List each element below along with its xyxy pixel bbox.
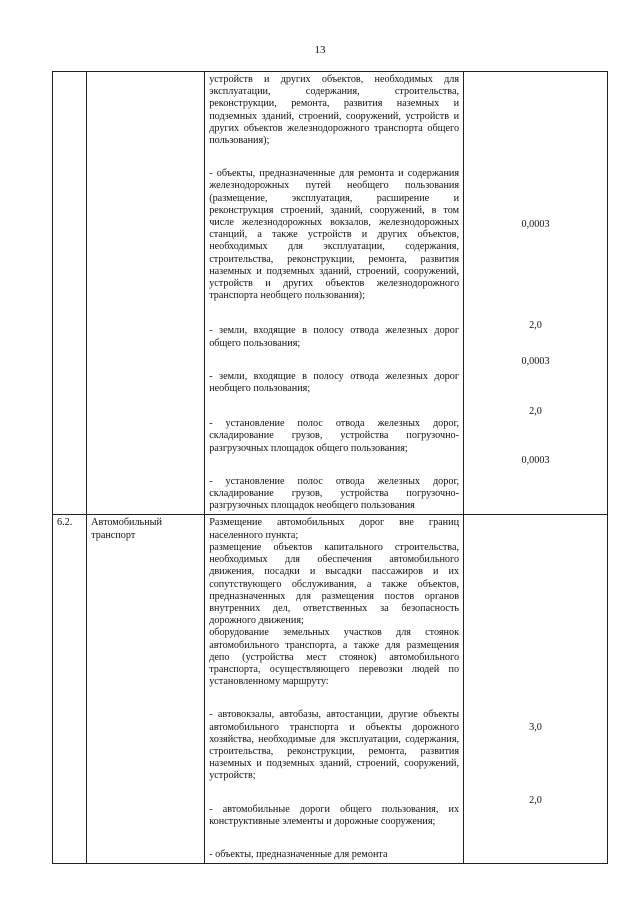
- row-description-cell: [205, 72, 464, 515]
- coefficient-value: 0,0003: [521, 219, 550, 230]
- intro-paragraph: Размещение автомобильных дорог вне границ населенного пункта;: [209, 517, 460, 541]
- list-item: - земли, входящие в полосу отвода железных дорог необщего пользования;: [209, 370, 460, 395]
- list-item: - автомобильные дороги общего пользования, их конструктивные элементы и дорожные сооружения;: [209, 803, 460, 827]
- coefficient-value: 0,0003: [521, 356, 550, 367]
- land-use-table: [52, 71, 608, 864]
- row-value-cell: [464, 515, 608, 864]
- list-item: - установление полос отвода железных дорог, складирование грузов, устройства погрузочно-разгрузочных площадок необщего пользования: [209, 475, 460, 512]
- row-number-cell: [53, 72, 87, 515]
- row-description-cell: [205, 515, 464, 864]
- coefficient-value: 3,0: [529, 722, 542, 734]
- coefficient-value: 2,0: [529, 406, 542, 417]
- row-name-cell: [87, 72, 205, 515]
- table-row: [53, 72, 608, 515]
- list-item: - земли, входящие в полосу отвода железных дорог общего пользования;: [209, 325, 460, 349]
- coefficient-value: 2,0: [529, 795, 542, 807]
- row-number-cell: 6.2.: [53, 515, 87, 864]
- page-number: 13: [314, 44, 326, 56]
- row-name-cell: Автомобильный транспорт: [87, 515, 205, 864]
- intro-paragraph: размещение объектов капитального строительства, необходимых для обеспечения автомобильного движения, посадки и высадки пассажиров и их сопутствующего обслуживания, а также объектов, предназначенных для размещения постов органов внутренних дел, ответственных за безопасность дорожного движения;: [209, 541, 460, 627]
- table-row: [53, 515, 608, 864]
- list-item: устройств и других объектов, необходимых для эксплуатации, содержания, строительства, реконструкции, ремонта, развития наземных и подземных зданий, строений, сооружений, устройств и других объектов железнодорожного транспорта общего пользования);: [209, 74, 460, 147]
- list-item: - установление полос отвода железных дорог, складирование грузов, устройства погрузочно-разгрузочных площадок общего пользования;: [209, 418, 460, 454]
- list-item: - автовокзалы, автобазы, автостанции, другие объекты автомобильного транспорта и объекты дорожного хозяйства, необходимые для эксплуатации, содержания, строительства, реконструкции, ремонта, развития наземных и подземных зданий, строений, сооружений, устройств;: [209, 709, 460, 782]
- intro-paragraph: оборудование земельных участков для стоянок автомобильного транспорта, а также для размещения депо (устройства мест стоянок) автомобильного транспорта, осуществляющего перевозки людей по установленному маршруту:: [209, 627, 460, 688]
- list-item: - объекты, предназначенные для ремонта: [209, 848, 388, 860]
- coefficient-value: 0,0003: [521, 455, 550, 466]
- row-value-cell: [464, 72, 608, 515]
- coefficient-value: 2,0: [529, 320, 542, 331]
- list-item: - объекты, предназначенные для ремонта и содержания железнодорожных путей необщего пользования (размещение, эксплуатация, расширение и реконструкция строений, зданий, сооружений, в том числе железнодорожных вокзалов, железнодорожных станций, а также устройств и других объектов, необходимых для эксплуатации, содержания, строительства, реконструкции, ремонта, развития наземных и подземных зданий, строений, сооружений, устройств и других объектов железнодорожного транспорта необщего пользования);: [209, 168, 460, 302]
